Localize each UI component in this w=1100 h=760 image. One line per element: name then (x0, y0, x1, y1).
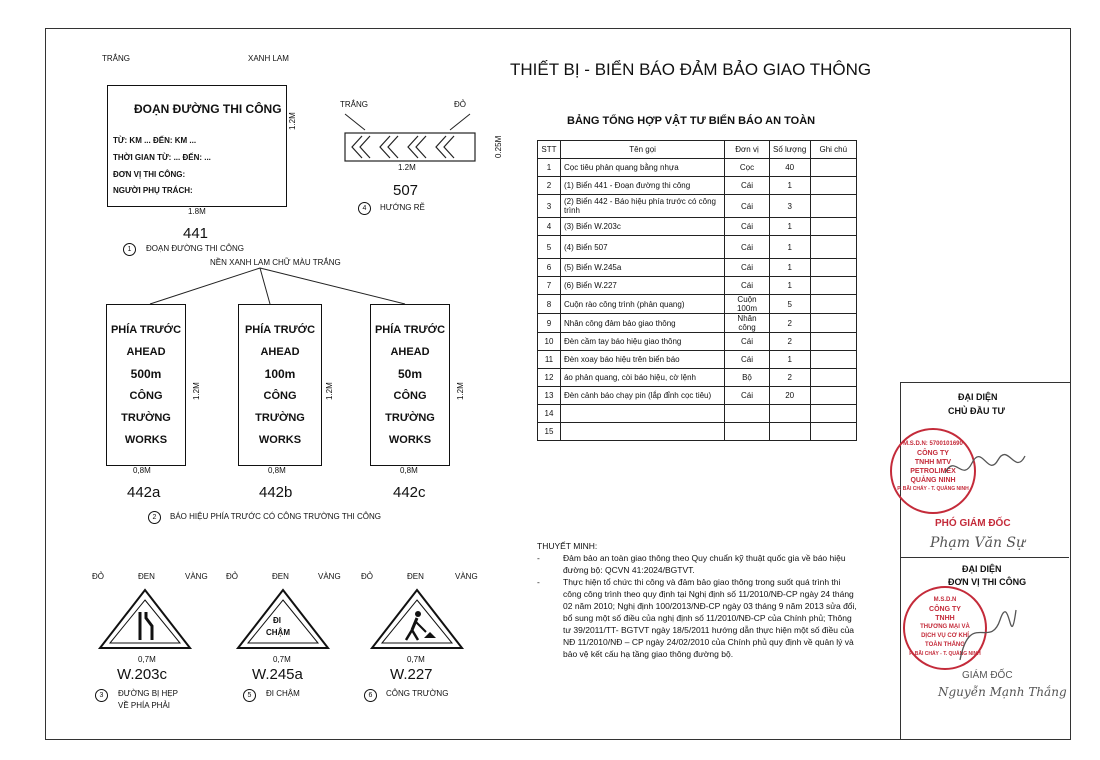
w245a-width-dim: 0,7M (273, 655, 291, 664)
cell-name: Cuộn rào công trình (phản quang) (560, 295, 724, 314)
owner-stamp-line-4: PETROLIMEX (910, 468, 956, 475)
sign-442b-line-2: AHEAD (260, 346, 300, 358)
sign-507-code: 507 (393, 182, 419, 199)
caption-number-5: 5 (243, 689, 256, 702)
label-507-red: ĐỎ (454, 100, 466, 109)
w245a-inner-text-1: ĐI (273, 616, 281, 625)
cell-unit: Cuộn 100m (725, 295, 770, 314)
table-row (538, 195, 857, 218)
owner-label-1: ĐẠI DIỆN (958, 392, 998, 402)
sign-442c-line-2: AHEAD (390, 346, 430, 358)
sign-442b-line-5: WORKS (258, 434, 302, 446)
sign-442b-line-4: CÔNG TRƯỜNG (255, 390, 305, 424)
cell-qty: 20 (769, 387, 810, 405)
cell-stt: 11 (538, 351, 561, 369)
table-row (538, 159, 857, 177)
caption-number-4: 4 (358, 202, 371, 215)
sign-441-line-2: THỜI GIAN TỪ: ... ĐẾN: ... (113, 153, 211, 162)
w227-code: W.227 (390, 666, 433, 683)
sign-442a-line-2: AHEAD (126, 346, 166, 358)
caption-number-3: 3 (95, 689, 108, 702)
w203c-label-black: ĐEN (138, 572, 155, 581)
w245a-label-red: ĐỎ (226, 572, 238, 581)
cell-qty (769, 405, 810, 423)
cell-name: Cọc tiêu phản quang bằng nhựa (560, 159, 724, 177)
sign-441-code: 441 (183, 225, 209, 242)
w203c-triangle-icon (90, 582, 200, 654)
w227-caption: CÔNG TRƯỜNG (386, 689, 449, 698)
sign-442c (370, 304, 450, 466)
cell-unit: Nhân công (725, 314, 770, 333)
cell-name: Đèn cầm tay báo hiệu giao thông (560, 333, 724, 351)
w245a-triangle-icon (228, 582, 338, 654)
cell-name: (6) Biển W.227 (560, 277, 724, 295)
contractor-signature (950, 600, 1020, 670)
table-title: BẢNG TỔNG HỢP VẬT TƯ BIỂN BÁO AN TOÀN (567, 115, 816, 127)
owner-signature (940, 448, 1030, 488)
cell-name: (5) Biển W.245a (560, 259, 724, 277)
cell-note (810, 159, 856, 177)
caption-number-2: 2 (148, 511, 161, 524)
w227-label-red: ĐỎ (361, 572, 373, 581)
sign-442a-line-1: PHÍA TRƯỚC (110, 324, 182, 336)
cell-qty (769, 423, 810, 441)
table-row (538, 387, 857, 405)
owner-stamp-line-2: CÔNG TY (917, 450, 949, 457)
sign-442c-height-dim: 1.2M (456, 382, 465, 400)
cell-unit: Bộ (725, 369, 770, 387)
table-row (538, 295, 857, 314)
note-item-2-text: Thực hiện tổ chức thi công và đảm bảo giao thông trong suốt quá trình thi công công trình theo quy định tại Nghị định số 11/2010/NĐ-CP ngày 24 tháng 02 năm 2010; Nghị định 100/2013/NĐ-CP ngày 03 tháng 9 năm 2013 sửa đổi, bổ sung một số điều của nghị định số 11/2010/NĐ-CP của Chính phủ; Thông tư 39/2011/TT- BGTVT ngày 18/5/2011 hướng dẫn thực hiện một số điều của NĐ 11/2010/NĐ – CP ngày 24/02/2010 của Chính phủ quy định về quản lý và bảo vệ kết cấu hạ tầng giao thông đường bộ. (563, 577, 857, 659)
owner-label-2: CHỦ ĐẦU TƯ (948, 406, 1005, 416)
owner-stamp-line-1: M.S.D.N: 5700101690 (903, 441, 963, 447)
cell-stt: 8 (538, 295, 561, 314)
cell-unit (725, 405, 770, 423)
sign-442c-line-1: PHÍA TRƯỚC (374, 324, 446, 336)
cell-note (810, 387, 856, 405)
w245a-code: W.245a (252, 666, 303, 683)
cell-note (810, 405, 856, 423)
w203c-caption-1: ĐƯỜNG BỊ HẸP (118, 689, 178, 698)
label-507-white: TRẮNG (340, 100, 368, 109)
sign-442c-line-4: CÔNG TRƯỜNG (385, 390, 435, 424)
table-row (538, 236, 857, 259)
sign-442a-line-3: 500m (130, 367, 162, 381)
caption-number-6: 6 (364, 689, 377, 702)
table-row (538, 177, 857, 195)
cell-qty: 2 (769, 333, 810, 351)
sign-442-leader-lines (140, 266, 490, 306)
cell-note (810, 277, 856, 295)
cell-qty: 2 (769, 314, 810, 333)
cell-note (810, 369, 856, 387)
cell-unit: Cái (725, 218, 770, 236)
sign-441-height-dim: 1.2M (288, 112, 297, 130)
cell-unit (725, 423, 770, 441)
cell-stt: 4 (538, 218, 561, 236)
w245a-label-yellow: VÀNG (318, 572, 341, 581)
w203c-code: W.203c (117, 666, 168, 683)
sign-442a (106, 304, 186, 466)
cell-stt: 5 (538, 236, 561, 259)
sign-442a-height-dim: 1.2M (192, 382, 201, 400)
note-item-1-text: Đảm bảo an toàn giao thông theo Quy chuẩn kỹ thuật quốc gia về báo hiệu đường bộ: QCVN 41:2024/BGTVT. (563, 553, 846, 575)
sign-442-bg-note: NỀN XANH LAM CHỮ MÀU TRẮNG (210, 258, 341, 267)
header-qty: Số lượng (769, 141, 810, 159)
cell-qty: 5 (769, 295, 810, 314)
cell-name: Đèn cảnh báo chạy pin (lắp đỉnh cọc tiêu) (560, 387, 724, 405)
owner-stamp-line-5: QUẢNG NINH (910, 477, 956, 484)
contractor-stamp-line-4: THƯƠNG MẠI VÀ (920, 624, 970, 630)
cell-qty: 1 (769, 259, 810, 277)
cell-unit: Cái (725, 277, 770, 295)
cell-name: áo phản quang, còi báo hiệu, cờ lệnh (560, 369, 724, 387)
cell-stt: 1 (538, 159, 561, 177)
cell-qty: 1 (769, 236, 810, 259)
table-row (538, 277, 857, 295)
sign-507-height-dim: 0.25M (494, 135, 503, 158)
sign-441-caption: ĐOẠN ĐƯỜNG THI CÔNG (146, 244, 244, 253)
contractor-title: GIÁM ĐỐC (962, 670, 1013, 681)
sign-441-heading: ĐOẠN ĐƯỜNG THI CÔNG (134, 102, 282, 116)
caption-number-1: 1 (123, 243, 136, 256)
w227-label-yellow: VÀNG (455, 572, 478, 581)
cell-unit: Cái (725, 333, 770, 351)
materials-table (537, 140, 857, 441)
sign-442a-width-dim: 0,8M (133, 466, 151, 475)
header-note: Ghi chú (810, 141, 856, 159)
contractor-label-2: ĐƠN VỊ THI CÔNG (948, 577, 1027, 587)
table-row (538, 405, 857, 423)
header-name: Tên gọi (560, 141, 724, 159)
owner-stamp-line-6: P. BÃI CHÁY - T. QUẢNG NINH (897, 486, 969, 492)
cell-name: (2) Biển 442 - Báo hiệu phía trước có công trình (560, 195, 724, 218)
contractor-stamp-line-1: M.S.D.N (933, 597, 957, 603)
notes-block (537, 540, 857, 660)
sign-442c-line-3: 50m (397, 367, 423, 381)
cell-note (810, 314, 856, 333)
header-stt: STT (538, 141, 561, 159)
table-header-row (538, 141, 857, 159)
sign-442b (238, 304, 322, 466)
cell-name: (3) Biển W.203c (560, 218, 724, 236)
sign-442c-line-5: WORKS (388, 434, 432, 446)
cell-note (810, 333, 856, 351)
sign-507-width-dim: 1.2M (398, 163, 416, 172)
cell-qty: 2 (769, 369, 810, 387)
sign-442c-width-dim: 0,8M (400, 466, 418, 475)
cell-unit: Cọc (725, 159, 770, 177)
cell-note (810, 218, 856, 236)
w227-width-dim: 0,7M (407, 655, 425, 664)
drawing-title: THIẾT BỊ - BIỂN BÁO ĐẢM BẢO GIAO THÔNG (510, 60, 872, 79)
w203c-label-red: ĐỎ (92, 572, 104, 581)
sign-442b-line-3: 100m (264, 367, 296, 381)
sign-507-caption: HƯỚNG RẼ (380, 203, 425, 212)
w245a-label-black: ĐEN (272, 572, 289, 581)
w227-triangle-icon (362, 582, 472, 654)
w227-label-black: ĐEN (407, 572, 424, 581)
w245a-caption: ĐI CHẬM (266, 689, 300, 698)
cell-note (810, 259, 856, 277)
cell-note (810, 236, 856, 259)
signature-divider (900, 557, 1069, 558)
cell-stt: 12 (538, 369, 561, 387)
sign-441 (107, 85, 287, 207)
header-unit: Đơn vị (725, 141, 770, 159)
sign-442b-height-dim: 1.2M (325, 382, 334, 400)
table-row (538, 333, 857, 351)
cell-name: Đèn xoay báo hiệu trên biển báo (560, 351, 724, 369)
cell-stt: 7 (538, 277, 561, 295)
cell-qty: 1 (769, 177, 810, 195)
owner-name: Phạm Văn Sự (930, 535, 1026, 551)
cell-stt: 10 (538, 333, 561, 351)
contractor-stamp-line-5: DỊCH VỤ CƠ KHÍ (921, 633, 969, 639)
cell-name: (4) Biển 507 (560, 236, 724, 259)
sign-441-line-4: NGƯỜI PHỤ TRÁCH: (113, 186, 193, 195)
cell-qty: 3 (769, 195, 810, 218)
w203c-width-dim: 0,7M (138, 655, 156, 664)
contractor-stamp-line-3: TNHH (935, 615, 955, 622)
cell-unit: Cái (725, 351, 770, 369)
cell-unit: Cái (725, 387, 770, 405)
sign-507 (340, 108, 490, 168)
table-row (538, 259, 857, 277)
table-row (538, 351, 857, 369)
sign-442b-width-dim: 0,8M (268, 466, 286, 475)
notes-heading: THUYẾT MINH: (537, 541, 598, 551)
table-row (538, 314, 857, 333)
cell-qty: 1 (769, 218, 810, 236)
cell-note (810, 351, 856, 369)
cell-stt: 14 (538, 405, 561, 423)
cell-stt: 2 (538, 177, 561, 195)
sign-442b-line-1: PHÍA TRƯỚC (244, 324, 316, 336)
note-item-2: - Thực hiện tổ chức thi công và đảm bảo giao thông trong suốt quá trình thi công công trình theo quy định tại Nghị định số 11/2010/NĐ-CP ngày 24 tháng 02 năm 2010; Nghị định 100/2013/NĐ-CP ngày 03 tháng 9 năm 2013 sửa đổi, bổ sung một số điều của nghị định số 11/2010/NĐ-CP của Chính phủ; Thông tư 39/2011/TT- BGTVT ngày 18/5/2011 hướng dẫn thực hiện một số điều của NĐ 11/2010/NĐ – CP ngày 24/02/2010 của Chính phủ quy định về quản lý và bảo vệ kết cấu hạ tầng giao thông đường bộ. (537, 577, 857, 659)
table-row (538, 369, 857, 387)
cell-unit: Cái (725, 177, 770, 195)
cell-name: Nhân công đảm bảo giao thông (560, 314, 724, 333)
contractor-stamp-line-6: TOÀN THẮNG (925, 642, 965, 648)
contractor-label-1: ĐẠI DIỆN (962, 564, 1002, 574)
w245a-inner-text-2: CHẬM (266, 628, 290, 637)
sign-442a-line-5: WORKS (124, 434, 168, 446)
label-white: TRẮNG (102, 54, 130, 63)
note-item-1: - Đảm bảo an toàn giao thông theo Quy chuẩn kỹ thuật quốc gia về báo hiệu đường bộ: QCVN 41:2024/BGTVT. (537, 552, 857, 576)
cell-stt: 3 (538, 195, 561, 218)
cell-unit: Cái (725, 236, 770, 259)
contractor-stamp-line-2: CÔNG TY (929, 606, 961, 613)
owner-title: PHÓ GIÁM ĐỐC (935, 518, 1011, 529)
cell-note (810, 195, 856, 218)
cell-stt: 13 (538, 387, 561, 405)
cell-note (810, 177, 856, 195)
sign-441-line-3: ĐƠN VỊ THI CÔNG: (113, 170, 186, 179)
cell-qty: 1 (769, 277, 810, 295)
cell-name (560, 423, 724, 441)
table-row (538, 218, 857, 236)
owner-stamp-line-3: TNHH MTV (914, 459, 952, 466)
cell-stt: 6 (538, 259, 561, 277)
contractor-stamp-line-7: P. BÃI CHÁY - T. QUẢNG NINH (909, 651, 981, 657)
cell-qty: 1 (769, 351, 810, 369)
sign-442a-code: 442a (127, 484, 161, 501)
sign-442-caption: BÁO HIỆU PHÍA TRƯỚC CÓ CÔNG TRƯỜNG THI CÔNG (170, 512, 381, 521)
cell-unit: Cái (725, 195, 770, 218)
cell-note (810, 295, 856, 314)
table-row (538, 423, 857, 441)
sign-442b-code: 442b (259, 484, 293, 501)
cell-name: (1) Biển 441 - Đoạn đường thi công (560, 177, 724, 195)
contractor-name: Nguyễn Mạnh Thắng (938, 685, 1067, 699)
w203c-caption-2: VỀ PHÍA PHẢI (118, 701, 171, 710)
cell-qty: 40 (769, 159, 810, 177)
w203c-label-yellow: VÀNG (185, 572, 208, 581)
cell-unit: Cái (725, 259, 770, 277)
sign-442c-code: 442c (393, 484, 426, 501)
cell-note (810, 423, 856, 441)
cell-name (560, 405, 724, 423)
sign-441-width-dim: 1.8M (188, 207, 206, 216)
sign-441-line-1: TỪ: KM ... ĐẾN: KM ... (113, 136, 197, 145)
cell-stt: 9 (538, 314, 561, 333)
cell-stt: 15 (538, 423, 561, 441)
sign-442a-line-4: CÔNG TRƯỜNG (121, 390, 171, 424)
label-blue: XANH LAM (248, 54, 289, 63)
